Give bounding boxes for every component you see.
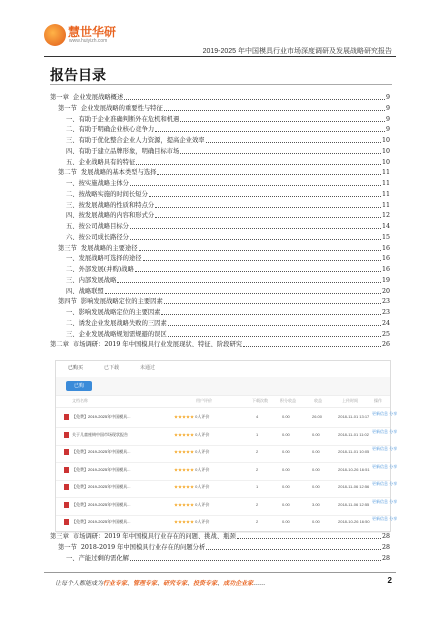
toc-entry-page: 26	[381, 341, 390, 349]
date-cell: 2018-10-26 16:50	[338, 519, 370, 524]
toc-entry[interactable]	[50, 330, 390, 340]
toc-leader-dots	[136, 158, 381, 165]
toc-entry[interactable]	[50, 287, 390, 297]
col-points: 积分收益	[280, 398, 296, 403]
toc-leader-dots	[139, 244, 381, 251]
toc-entry-title: 四、按发展战略的内容和形式分	[50, 212, 155, 220]
slogan-role: 研究专家	[163, 580, 188, 587]
slogan-tail: ……	[253, 580, 266, 587]
slogan-role: 管理专家	[133, 580, 158, 587]
toc-entry[interactable]	[50, 168, 390, 178]
rating-cell	[174, 467, 209, 473]
toc-entry-page: 24	[381, 319, 390, 327]
date-cell: 2018-11-01 11:02	[338, 431, 369, 437]
toc-entry-title: 二、外部发展(并购)战略	[50, 266, 134, 273]
toc-entry-page: 14	[381, 223, 390, 230]
toc-leader-dots	[243, 340, 381, 347]
embedded-screenshot	[55, 360, 398, 532]
section-heading: 报告目录	[50, 67, 106, 83]
toc-entry-title: 一、有助于企业准确判断外在危机和机遇	[50, 115, 180, 123]
slogan-role: 投资专家	[193, 580, 218, 587]
toc-entry[interactable]	[50, 543, 390, 553]
income-cell: 0.00	[312, 449, 320, 454]
toc-entry-title: 三、企业发展战略规划需规避的误区	[50, 330, 167, 338]
footer-slogan: 让每个人都能成为行业专家、管理专家、研究专家、投资专家、成功企业家……	[55, 580, 266, 587]
rating-cell	[174, 502, 209, 508]
toc-entry-title: 一、按实施战略主体分	[50, 180, 129, 187]
toc-entry[interactable]	[50, 340, 390, 350]
row-actions[interactable]: 更新信息 分享	[372, 411, 398, 416]
downloads-cell: 2	[256, 501, 259, 507]
toc-entry[interactable]	[50, 222, 390, 232]
toc-entry[interactable]	[50, 115, 390, 125]
star-rating: ★★★★★	[174, 501, 194, 507]
document-link[interactable]: 【免费】2019-2025年中国模具...	[72, 501, 131, 507]
toc-leader-dots	[164, 104, 385, 111]
toc-entry-page: 16	[381, 244, 390, 252]
income-cell: 3.00	[312, 501, 320, 507]
toc-entry[interactable]	[50, 158, 390, 168]
toc-entry[interactable]	[50, 308, 390, 318]
row-actions[interactable]: 更新信息 分享	[372, 516, 398, 521]
points-cell: 0.00	[282, 414, 290, 419]
rating-cell	[174, 449, 209, 455]
toc-entry-page: 23	[381, 298, 390, 306]
pdf-file-icon	[64, 467, 69, 473]
document-title: 2019-2025 年中国模具行业市场深度调研及发展战略研究报告	[202, 48, 392, 55]
toc-entry[interactable]	[50, 179, 390, 189]
toc-leader-dots	[180, 115, 385, 122]
pdf-file-icon	[64, 502, 69, 508]
toc-leader-dots	[168, 330, 381, 337]
toc-entry[interactable]	[50, 190, 390, 200]
pdf-file-icon	[64, 432, 69, 438]
review-count: 0人评价	[195, 466, 210, 472]
downloads-cell: 2	[256, 449, 259, 454]
toc-entry-title: 四、战略联盟	[50, 287, 104, 295]
date-cell: 2018-11-06 12:55	[338, 501, 370, 507]
rating-cell	[174, 414, 209, 420]
date-cell: 2018-10-26 16:51	[338, 466, 370, 472]
toc-entry-title: 三、有助于优化整合企业人力资源，提高企业效率	[50, 137, 205, 144]
income-cell: 0.00	[312, 519, 320, 524]
review-count: 0人评价	[195, 501, 210, 507]
toc-entry-page: 9	[385, 94, 390, 101]
toc-entry-page: 25	[381, 330, 390, 338]
toc-entry-page: 9	[385, 126, 390, 134]
star-rating: ★★★★★	[174, 414, 194, 419]
toc-leader-dots	[161, 308, 381, 315]
toc-entry-title: 一、产能过剩的需化解	[50, 554, 129, 562]
toc-entry-page: 16	[381, 266, 390, 273]
slogan-role: 成功企业家	[223, 580, 254, 587]
toc-entry-title: 一、影响发展战略定位的主要因素	[50, 309, 161, 316]
toc-leader-dots	[149, 190, 381, 197]
document-link[interactable]: 【免费】2019-2025年中国模具...	[72, 449, 131, 454]
toc-leader-dots	[180, 147, 381, 154]
toc-entry[interactable]	[50, 93, 390, 103]
date-cell: 2018-11-01 10:05	[338, 449, 370, 454]
toc-entry-title: 第三节 发展战略的主要途径	[50, 244, 138, 252]
toc-leader-dots	[117, 276, 381, 283]
col-rating: 用户评价	[196, 398, 212, 403]
review-count: 0人评价	[195, 414, 210, 419]
review-count: 0人评价	[195, 519, 210, 524]
toc-entry[interactable]	[50, 265, 390, 275]
slogan-lead: 让每个人都能成为	[55, 580, 104, 587]
points-cell: 0.00	[282, 484, 290, 489]
row-actions[interactable]: 更新信息 分享	[372, 498, 398, 504]
toc-entry[interactable]	[50, 211, 390, 221]
points-cell: 0.00	[282, 449, 290, 454]
income-cell: 0.00	[312, 431, 320, 437]
screenshot-tabs	[56, 361, 390, 378]
toc-entry-title: 五、按公司战略目标分	[50, 223, 129, 230]
toc-entry[interactable]	[50, 554, 390, 564]
star-rating: ★★★★★	[174, 484, 194, 489]
document-link[interactable]: 关于儿童座椅中国市场现状报告	[72, 431, 128, 437]
points-cell: 0.00	[282, 431, 290, 437]
toc-entry-page: 28	[381, 554, 390, 562]
toc-entry-title: 一、发展战略可选择的途径	[50, 255, 142, 263]
logo-mark-icon	[44, 24, 66, 46]
downloads-cell: 2	[256, 466, 259, 472]
toc-entry-page: 11	[381, 190, 390, 198]
document-link[interactable]: 【免费】2019-2025年中国模具...	[72, 414, 131, 419]
col-name: 文档名称	[72, 398, 88, 403]
toc-entry-title: 四、有助于建立品牌形象，明确目标市场	[50, 147, 180, 155]
toc-entry-page: 15	[381, 233, 390, 241]
toc-entry-page: 19	[381, 276, 390, 284]
toc-entry-title: 三、内部发展战略	[50, 276, 117, 284]
filter-chip: 已购	[66, 381, 92, 391]
downloads-cell: 4	[256, 414, 259, 419]
toc-leader-dots	[130, 554, 381, 561]
points-cell: 0.00	[282, 466, 290, 472]
toc-entry[interactable]	[50, 276, 390, 286]
footer-divider	[44, 572, 396, 573]
page-number: 2	[387, 576, 392, 585]
document-link[interactable]: 【免费】2019-2025年中国模具...	[72, 466, 131, 472]
toc-entry-title: 五、企业战略具有的特征	[50, 158, 136, 166]
toc-entry-title: 二、按战略实施的时间长短分	[50, 190, 148, 198]
toc-entry-page: 9	[385, 104, 390, 112]
downloads-cell: 1	[256, 431, 259, 437]
pdf-file-icon	[64, 484, 69, 490]
toc-leader-dots	[155, 201, 381, 208]
toc-entry-title: 第四节 影响发展战略定位的主要因素	[50, 298, 163, 306]
review-count: 0人评价	[195, 431, 210, 437]
toc-leader-dots	[168, 319, 381, 326]
rating-cell	[174, 432, 209, 438]
income-cell: 26.00	[312, 414, 323, 419]
points-cell: 0.00	[282, 519, 290, 524]
toc-entry-title: 第一章 企业发展战略概述	[50, 94, 124, 101]
toc-leader-dots	[124, 93, 385, 100]
toc-entry[interactable]	[50, 104, 390, 114]
document-link[interactable]: 【免费】2019-2025年中国模具...	[72, 484, 131, 489]
review-count: 0人评价	[195, 449, 210, 454]
toc-entry[interactable]	[50, 244, 390, 254]
date-cell: 2018-11-01 13:17	[338, 414, 370, 419]
toc-leader-dots	[206, 543, 381, 550]
pdf-file-icon	[64, 449, 69, 455]
pdf-file-icon	[64, 519, 69, 525]
toc-entry-title: 第三章 市场调研：2019 年中国模具行业存在的问题、挑战、瓶颈	[50, 533, 236, 540]
toc-leader-dots	[164, 297, 381, 304]
toc-entry-page: 20	[381, 287, 390, 295]
toc-leader-dots	[130, 222, 381, 229]
downloads-cell: 2	[256, 519, 259, 524]
tab-purchased: 已购买	[68, 365, 84, 371]
toc-entry-title: 六、按公司成长路径分	[50, 233, 129, 241]
toc-leader-dots	[130, 179, 381, 186]
toc-entry-page: 10	[381, 147, 390, 155]
toc-entry[interactable]	[50, 136, 390, 146]
toc-entry[interactable]	[50, 147, 390, 157]
toc-entry-page: 16	[381, 255, 390, 263]
star-rating: ★★★★★	[174, 449, 194, 454]
income-cell: 0.00	[312, 484, 320, 489]
toc-entry-title: 第一节 2018-2019 年中国模具行业存在的问题分析	[50, 543, 206, 551]
toc-entry[interactable]	[50, 254, 390, 264]
toc-leader-dots	[143, 254, 381, 261]
toc-leader-dots	[157, 168, 381, 175]
toc-leader-dots	[135, 265, 381, 272]
col-income: 收益	[314, 398, 322, 403]
col-date: 上传时间	[342, 398, 358, 403]
toc-entry[interactable]	[50, 125, 390, 135]
row-actions[interactable]: 更新信息 分享	[372, 481, 398, 486]
toc-entry-page: 9	[385, 115, 390, 123]
row-actions[interactable]: 更新信息 分享	[372, 446, 398, 451]
star-rating: ★★★★★	[174, 519, 194, 524]
screenshot-table-header	[56, 395, 390, 408]
toc-entry[interactable]	[50, 532, 390, 542]
brand-name: 慧世华研	[68, 25, 117, 39]
toc-leader-dots	[155, 211, 381, 218]
brand-logo	[44, 22, 117, 48]
toc-entry[interactable]	[50, 297, 390, 307]
toc-entry-page: 28	[381, 533, 390, 540]
toc-leader-dots	[130, 233, 381, 240]
toc-entry-page: 11	[381, 169, 390, 177]
toc-leader-dots	[206, 136, 381, 143]
toc-entry-page: 10	[381, 137, 390, 144]
toc-leader-dots	[237, 532, 381, 539]
star-rating: ★★★★★	[174, 431, 194, 437]
toc-entry-page: 28	[381, 543, 390, 551]
row-actions[interactable]: 更新信息 分享	[372, 428, 398, 434]
table-row	[56, 513, 398, 533]
row-actions[interactable]: 更新信息 分享	[372, 463, 398, 469]
date-cell: 2018-11-06 12:56	[338, 484, 370, 489]
document-link[interactable]: 【免费】2019-2025年中国模具...	[72, 519, 131, 524]
col-downloads: 下载次数	[252, 398, 268, 403]
toc-entry-page: 23	[381, 309, 390, 316]
toc-entry-page: 10	[381, 158, 390, 166]
tab-downloaded: 已下载	[104, 365, 120, 371]
col-action: 操作	[374, 398, 382, 403]
toc-entry-title: 第一节 企业发展战略的重要性与特征	[50, 104, 163, 112]
slogan-role: 行业专家	[103, 580, 128, 587]
toc-leader-dots	[155, 125, 385, 132]
toc-entry-page: 12	[381, 212, 390, 220]
tab-rejected: 未通过	[140, 365, 156, 371]
toc-entry[interactable]	[50, 233, 390, 243]
toc-entry-title: 二、有助于明确企业核心竞争力	[50, 126, 155, 134]
toc-entry[interactable]	[50, 201, 390, 211]
toc-entry-page: 11	[381, 201, 390, 209]
toc-leader-dots	[105, 287, 381, 294]
toc-entry-title: 第二章 市场调研：2019 年中国模具行业发展现状、特征、阶段研究	[50, 341, 243, 349]
toc-entry-title: 三、按发展战略的性质和特点分	[50, 201, 155, 209]
heading-divider	[50, 84, 392, 85]
points-cell: 0.00	[282, 501, 290, 507]
rating-cell	[174, 484, 209, 490]
toc-entry-title: 第二节 发展战略的基本类型与选择	[50, 169, 157, 177]
income-cell: 0.00	[312, 466, 320, 472]
star-rating: ★★★★★	[174, 466, 194, 472]
brand-url: www.huiyizh.com	[69, 38, 108, 44]
toc-entry-page: 11	[381, 180, 390, 187]
toc-entry-title: 二、诱发企业发展战略失败的三因素	[50, 319, 167, 327]
rating-cell	[174, 519, 209, 525]
header-divider	[44, 56, 396, 57]
screenshot-filter-bar	[56, 377, 390, 396]
review-count: 0人评价	[195, 484, 210, 489]
downloads-cell: 1	[256, 484, 259, 489]
toc-entry[interactable]	[50, 319, 390, 329]
pdf-file-icon	[64, 414, 69, 420]
